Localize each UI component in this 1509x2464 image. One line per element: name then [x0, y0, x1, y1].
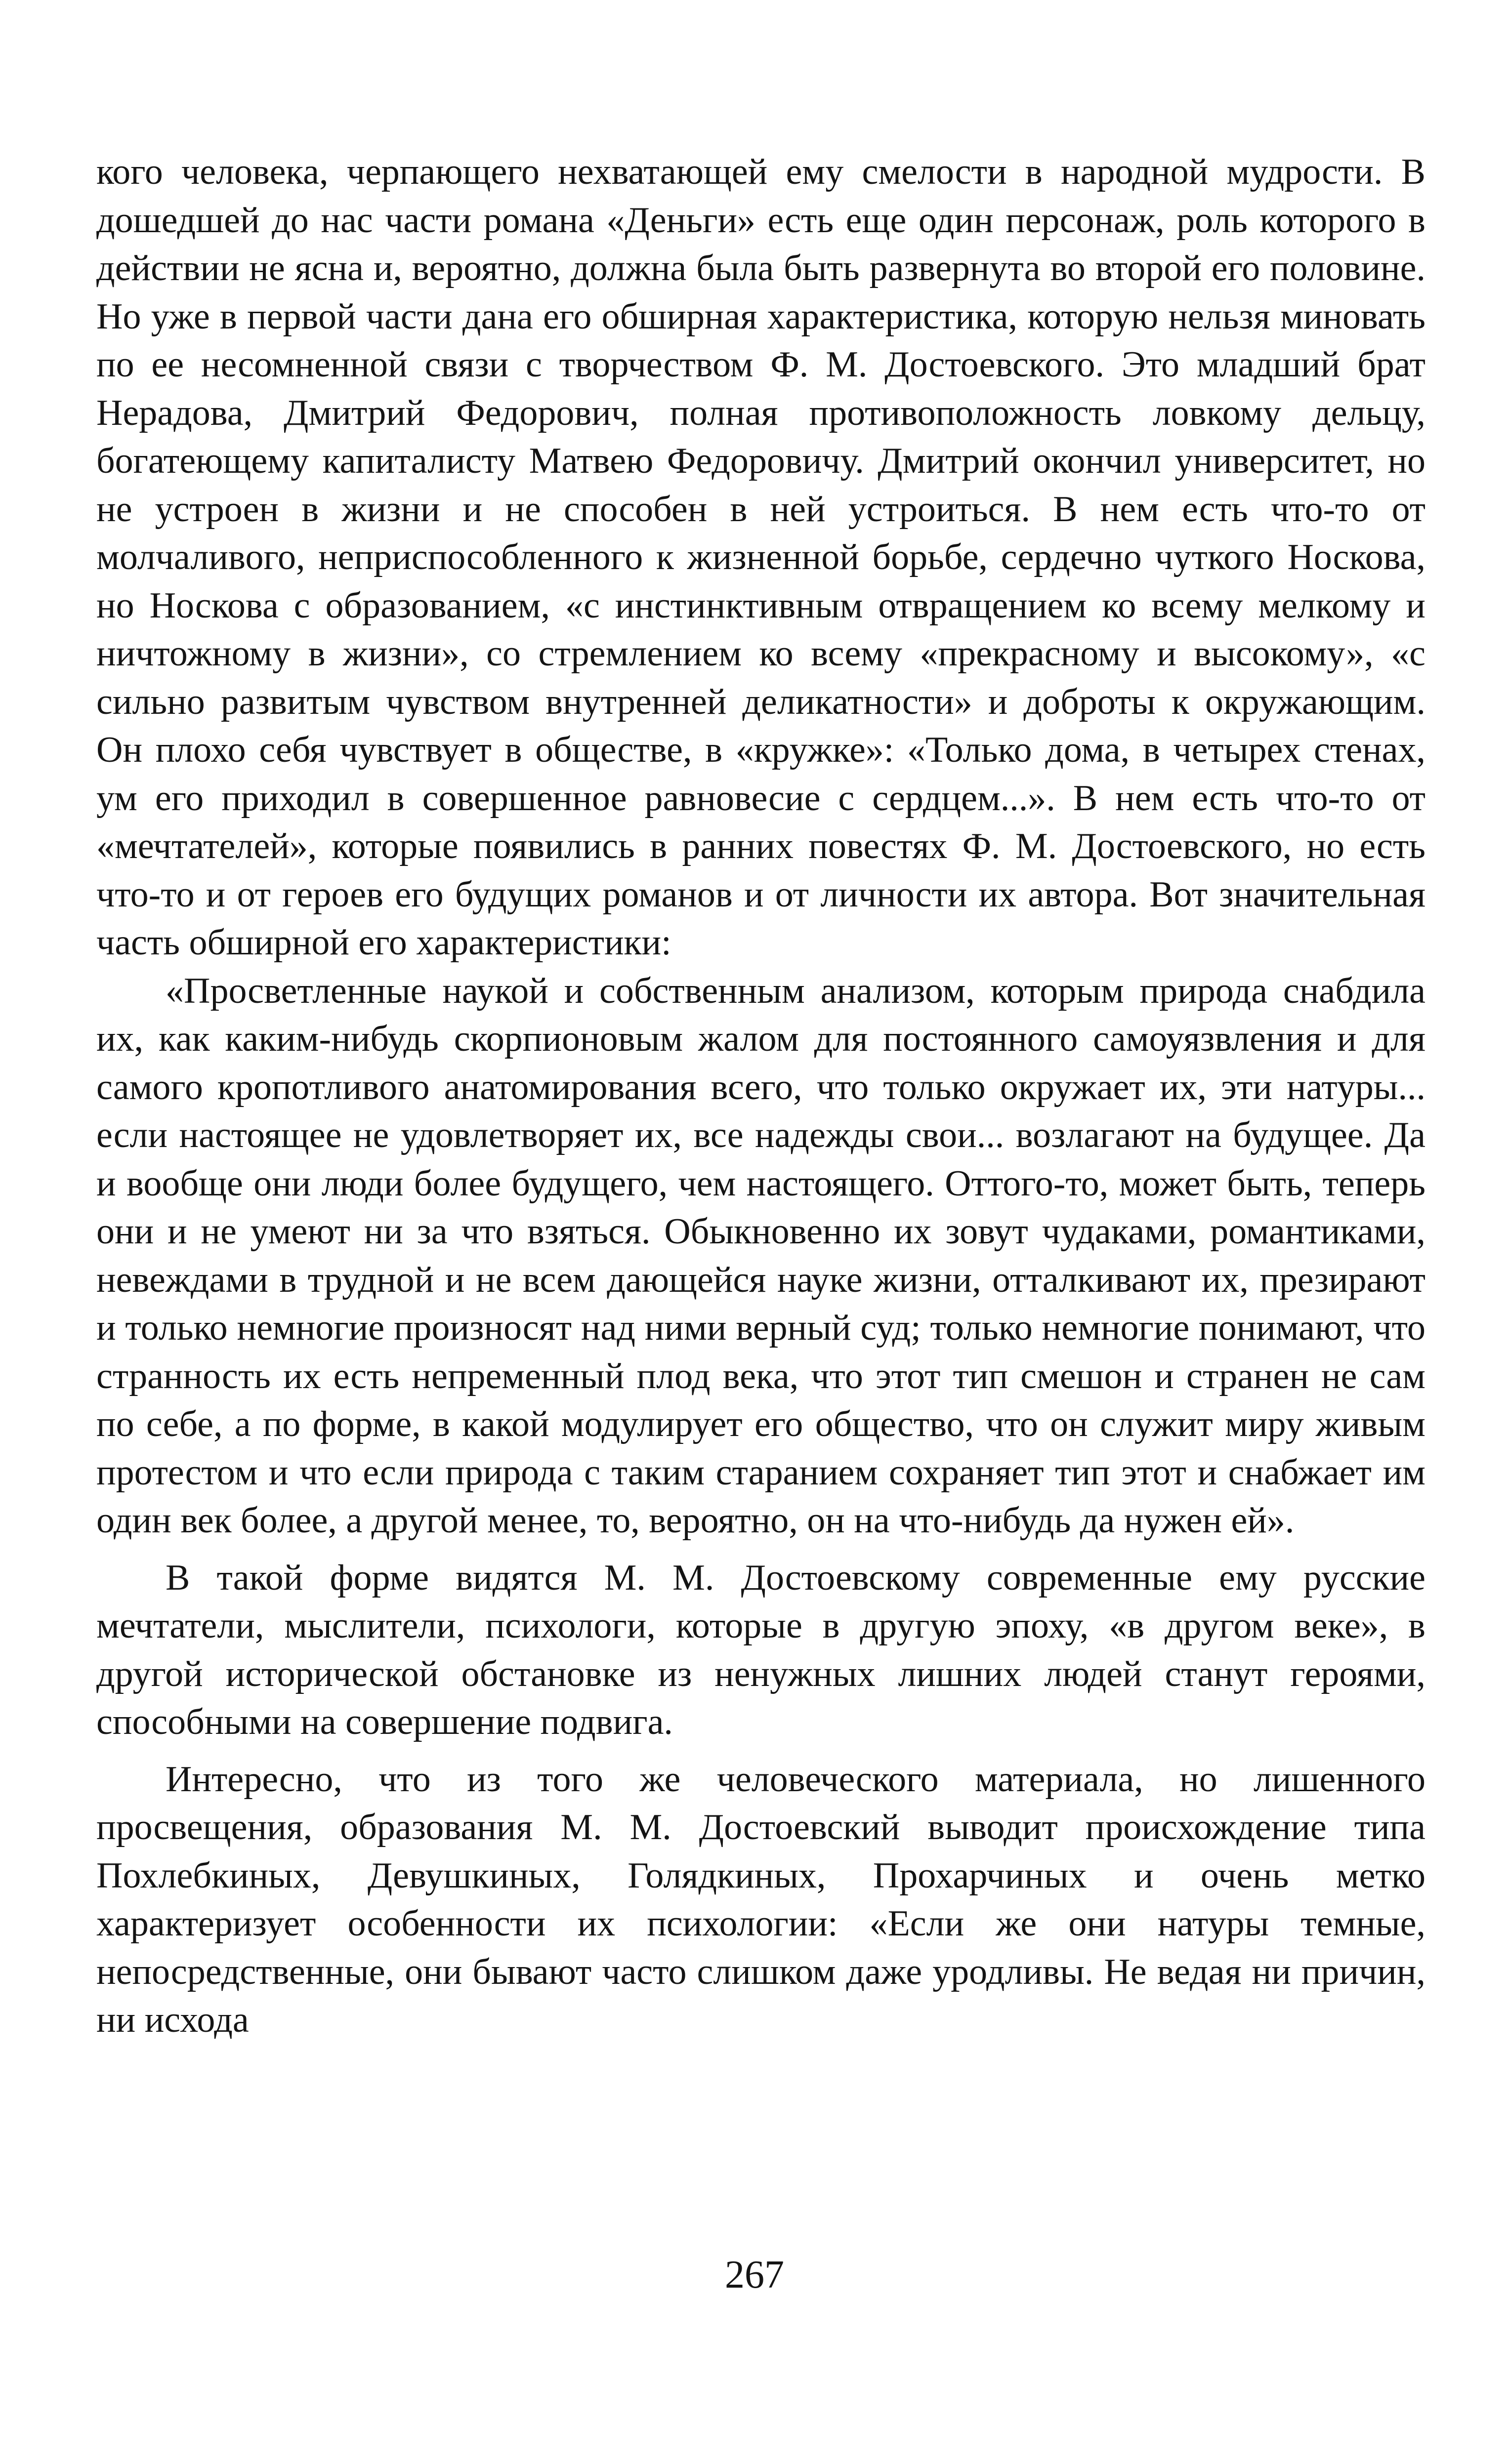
quote-paragraph: «Просветленные наукой и собственным анализом, которым природа снабдила их, как каким-нибудь скорпионовым жалом для постоянного самоуязвления и для самого кропотливого анатомирования всего, что только окружает их, эти натуры... если настоящее не удовлетворяет их, все надежды свои... возлагают на будущее. Да и вообще они люди более будущего, чем настоящего. Оттого-то, может быть, теперь они и не умеют ни за что взяться. Обыкновенно их зовут чудаками, романтиками, невеждами в трудной и не всем дающейся науке жизни, отталкивают их, презирают и только немногие произносят над ними верный суд; только немногие понимают, что странность их есть непременный плод века, что этот тип смешон и странен не сам по себе, а по форме, в какой модулирует его общество, что он служит миру живым протестом и что если природа с таким старанием сохраняет тип этот и снабжает им один век более, а другой менее, то, вероятно, он на что-нибудь да нужен ей». [96, 970, 1425, 1541]
paragraph-1: кого человека, черпающего нехватающей ему смелости в народной мудрости. В дошедшей до нас части романа «Деньги» есть еще один персонаж, роль которого в действии не ясна и, вероятно, должна была быть развернута во второй его половине. Но уже в первой части дана его обширная характеристика, которую нельзя миновать по ее несомненной связи с творчеством Ф. М. Достоевского. Это младший брат Нерадова, Дмитрий Федорович, полная противоположность ловкому дельцу, богатеющему капиталисту Матвею Федоровичу. Дмитрий окончил университет, но не устроен в жизни и не способен в ней устроиться. В нем есть что-то от молчаливого, неприспособленного к жизненной борьбе, сердечно чуткого Носкова, но Носкова с образованием, «с инстинктивным отвращением ко всему мелкому и ничтожному в жизни», со стремлением ко всему «прекрасному и высокому», «с сильно развитым чувством внутренней деликатности» и доброты к окружающим. Он плохо себя чувствует в обществе, в «кружке»: «Только дома, в четырех стенах, ум его приходил в совершенное равновесие с сердцем...». В нем есть что-то от «мечтателей», которые появились в ранних повестях Ф. М. Достоевского, но есть что-то и от героев его будущих романов и от личности их автора. Вот значительная часть обширной его характеристики: [96, 152, 1425, 963]
paragraph-gap [96, 1747, 1425, 1756]
paragraph-4: Интересно, что из того же человеческого материала, но лишенного просвещения, образования М. М. Достоевский выводит происхождение типа Похлебкиных, Девушкиных, Голядкиных, Прохарчиных и очень метко характеризует особенности их психологии: «Если же они натуры темные, непосредственные, они бывают часто слишком даже уродливы. Не ведая ни причин, ни исхода [96, 1759, 1425, 2040]
paragraph-gap [96, 1545, 1425, 1554]
page-body [96, 148, 1425, 2045]
paragraph-3: В такой форме видятся М. М. Достоевскому современные ему русские мечтатели, мыслители, психологи, которые в другую эпоху, «в другом веке», в другой исторической обстановке из ненужных лишних людей станут героями, способными на совершение подвига. [96, 1557, 1425, 1742]
page-number: 267 [725, 2253, 784, 2297]
